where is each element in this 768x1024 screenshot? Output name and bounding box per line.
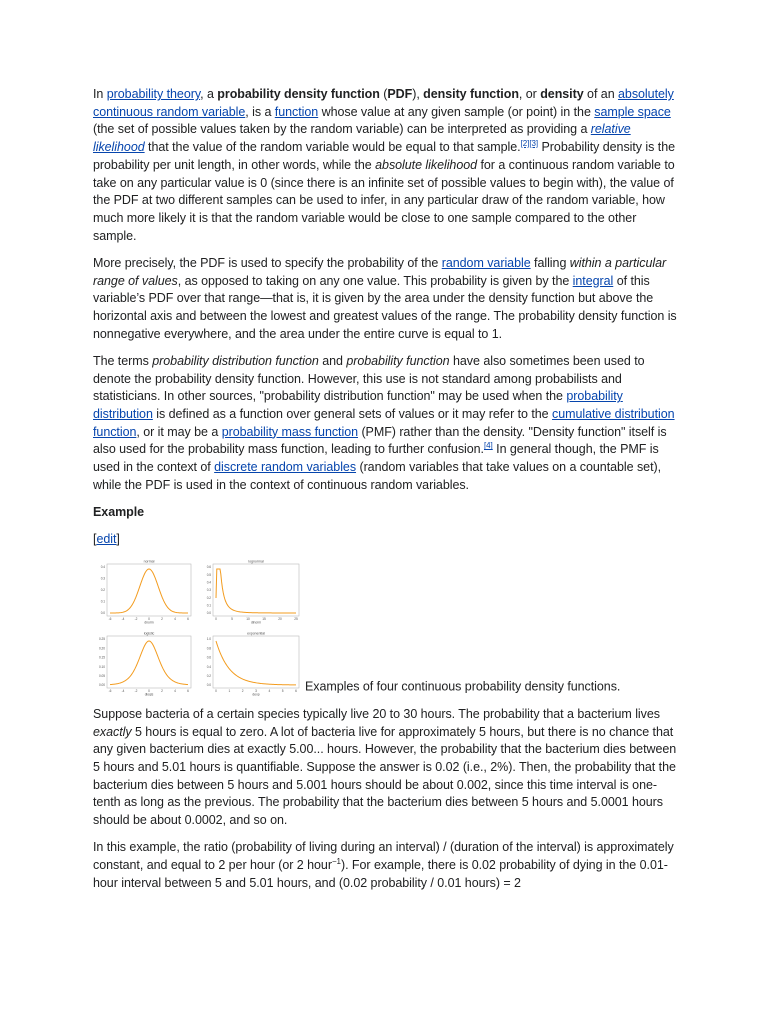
plot-frame [213,636,299,688]
text-run: ), [412,87,424,101]
y-tick-label: 0.10 [98,665,105,670]
reference-3[interactable] [529,139,538,148]
x-tick-label: 0 [148,689,150,694]
section-heading-example: Example [93,504,145,519]
density-curve [216,569,296,613]
plot-title: lognormal [248,559,264,564]
bracket: ] [116,532,120,547]
reference-link[interactable]: [3] [529,138,539,148]
terminology-paragraph [93,353,677,495]
y-tick-label: 0.0 [206,683,211,688]
y-tick-label: 0.6 [206,565,211,570]
link-integral[interactable]: integral [572,273,614,288]
bold-term: PDF [387,87,413,101]
x-tick-label: 20 [278,617,282,622]
density-curve [216,641,296,685]
x-tick-label: -6 [108,617,112,622]
figure-caption: Examples of four continuous probability density functions. [305,679,621,694]
text-run: , or it may be a [136,424,222,439]
plot-frame [107,636,191,688]
y-tick-label: 0.2 [100,588,105,593]
text-run: of this variable’s PDF over that range—that is, it is given by the area under the density function but above the horizontal axis and between the lowest and greatest values of the range. The probability density function is nonnegative everywhere, and the area under the entire curve is equal to 1. [93,273,677,341]
x-tick-label: 25 [294,617,298,622]
x-tick-label: 0 [215,689,217,694]
text-run: and [318,353,347,368]
x-tick-label: 2 [161,617,163,622]
text-run: (the set of possible values taken by the random variable) can be interpreted as providing a [93,122,591,137]
text-run: falling [530,255,570,270]
y-tick-label: 0.25 [98,637,105,642]
y-tick-label: 0.00 [98,683,105,688]
x-tick-label: 2 [241,689,244,694]
precision-paragraph [93,255,677,344]
text-run: 5 hours is equal to zero. A lot of bacteria live for approximately 5 hours, but there is no chance that any given bacterium dies at exactly 5.00... hours. However, the probability that the bacterium dies between 5 hours and 5.01 hours is quantifiable. Suppose the answer is 0.02 (i.e., 2%). Then, the probability that the bacterium dies between 5 hours and 5.001 hours should be about 0.002, since this time interval is one-tenth as long as the previous. The probability that the bacterium dies between 5 hours and 5.0001 hours should be about 0.0002, and so on. [93,724,677,828]
text-run: (random variables that take values on a countable set), while the PDF is used in the context of continuous random variables. [93,460,662,492]
x-tick-label: 10 [246,617,250,622]
link-sample-space[interactable]: sample space [594,104,671,119]
y-tick-label: 0.8 [206,646,211,651]
density-curve [110,641,188,685]
superscript: −1 [331,856,341,866]
y-tick-label: 1.0 [206,637,211,642]
x-tick-label: 4 [174,689,176,694]
x-tick-label: 6 [295,689,297,694]
x-tick-label: -4 [121,689,125,694]
x-tick-label: 5 [231,617,233,622]
text-run: of an [583,87,619,101]
plot-frame [107,564,191,616]
ratio-paragraph [93,839,677,892]
link-relative-likelihood[interactable]: relative likelihood [93,122,631,155]
y-tick-label: 0.15 [98,655,105,660]
link-probability-mass-function[interactable]: probability mass function [221,424,359,439]
x-tick-label: 4 [174,617,176,622]
y-tick-label: 0.3 [206,588,211,593]
four-density-plots-figure[interactable] [93,558,303,696]
density-curve [110,569,188,613]
plot-xlabel: dexp [252,692,260,697]
x-tick-label: 6 [187,617,189,622]
y-tick-label: 0.4 [206,665,211,670]
x-tick-label: 6 [187,689,189,694]
intro-paragraph [93,86,677,245]
y-tick-label: 0.5 [206,573,211,578]
link-absolutely-continuous-random-variable[interactable]: absolutely continuous random variable [93,87,674,119]
y-tick-label: 0.0 [100,611,105,616]
link-random-variable[interactable]: random variable [441,255,531,270]
link-function[interactable]: function [274,104,319,119]
x-tick-label: 2 [161,689,163,694]
italic-term: probability function [346,353,450,368]
bold-term: probability density function [217,87,380,101]
plot-xlabel: dlogis [144,692,154,697]
y-tick-label: 0.1 [100,600,105,605]
text-run: , or [518,87,541,101]
text-run: , a [200,87,218,101]
text-run: is defined as a function over general sets of values or it may refer to the [152,406,553,421]
bacteria-paragraph [93,706,677,830]
y-tick-label: 0.05 [98,674,105,679]
y-tick-label: 0.4 [206,580,211,585]
text-run: ). For example, there is 0.02 probability of dying in the 0.01-hour interval between 5 and 5.01 hours, and (0.02 probability / 0.01 hours) = 2 [93,858,668,890]
text-run: , as opposed to taking on any one value. This probability is given by the [177,273,573,288]
y-tick-label: 0.3 [100,577,105,582]
x-tick-label: -6 [108,689,112,694]
text-run: In [93,87,107,101]
x-tick-label: 0 [215,617,217,622]
link-probability-theory[interactable]: probability theory [106,87,201,101]
link-cumulative-distribution-function[interactable]: cumulative distribution function [93,406,675,439]
text-run: (PMF) rather than the density. "Density function" itself is also used for the probability mass function, leading to further confusion. [93,424,667,457]
text-run: ( [379,87,388,101]
edit-section [93,531,677,549]
reference-link[interactable]: [4] [483,441,493,451]
plot-frame [213,564,299,616]
bold-term: density function [423,87,519,101]
y-tick-label: 0.2 [206,596,211,601]
figure-row [93,558,677,696]
reference-link[interactable]: [2] [520,138,530,148]
text-run: Probability density is the probability per unit length, in other words, while the [93,140,676,172]
article-body [93,86,677,902]
y-tick-label: 0.20 [98,646,105,651]
text-run: More precisely, the PDF is used to specify the probability of the [93,255,442,270]
text-run: have also sometimes been used to denote the probability density function. However, this use is not standard among probabilists and statisticians. In other sources, "probability distribution function" may be used when the [93,353,645,404]
bold-term: density [540,87,584,101]
y-tick-label: 0.2 [206,674,211,679]
x-tick-label: -4 [121,617,125,622]
edit-link[interactable]: edit [96,532,117,547]
text-run: In general though, the PMF is used in the context of [93,442,659,475]
x-tick-label: 1 [228,689,231,694]
y-tick-label: 0.6 [206,655,211,660]
x-tick-label: 0 [148,617,150,622]
y-tick-label: 0.0 [206,611,211,616]
x-tick-label: -2 [134,617,138,622]
text-run: Suppose bacteria of a certain species typically live 20 to 30 hours. The probability that a bacterium lives [93,706,660,721]
italic-term: probability distribution function [152,353,319,368]
link-probability-distribution[interactable]: probability distribution [93,389,623,421]
x-tick-label: 5 [281,689,284,694]
reference-4[interactable] [484,441,493,450]
italic-term: absolute likelihood [375,157,478,172]
plot-xlabel: dnorm [144,620,154,625]
italic-term: exactly [93,724,132,739]
x-tick-label: 4 [268,689,271,694]
x-tick-label: 15 [262,617,266,622]
italic-term: within a particular range of values [93,255,667,288]
text-run: for a continuous random variable to take on any particular value is 0 (since there is an infinite set of possible values to begin with), the value of the PDF at two different samples can be used to infer, in any particular draw of the random variable, how much more likely it is that the random variable would be close to one sample compared to the other sample. [93,157,675,243]
plot-title: normal [143,559,155,564]
bracket: [ [93,532,97,547]
text-run: The terms [93,353,153,368]
text-run: , is a [245,104,275,119]
link-discrete-random-variables[interactable]: discrete random variables [214,460,357,475]
plot-xlabel: dlnorm [250,620,262,625]
x-tick-label: -2 [134,689,138,694]
text-run: that the value of the random variable would be equal to that sample. [144,140,521,155]
plot-title: exponential [247,631,265,636]
x-tick-label: 3 [255,689,257,694]
plot-title: logistic [143,631,155,636]
text-run: In this example, the ratio (probability of living during an interval) / (duration of the interval) is approximately constant, and equal to 2 per hour (or 2 hour [93,840,674,872]
y-tick-label: 0.1 [206,603,211,608]
y-tick-label: 0.4 [100,565,105,570]
text-run: whose value at any given sample (or point) in the [318,104,595,119]
